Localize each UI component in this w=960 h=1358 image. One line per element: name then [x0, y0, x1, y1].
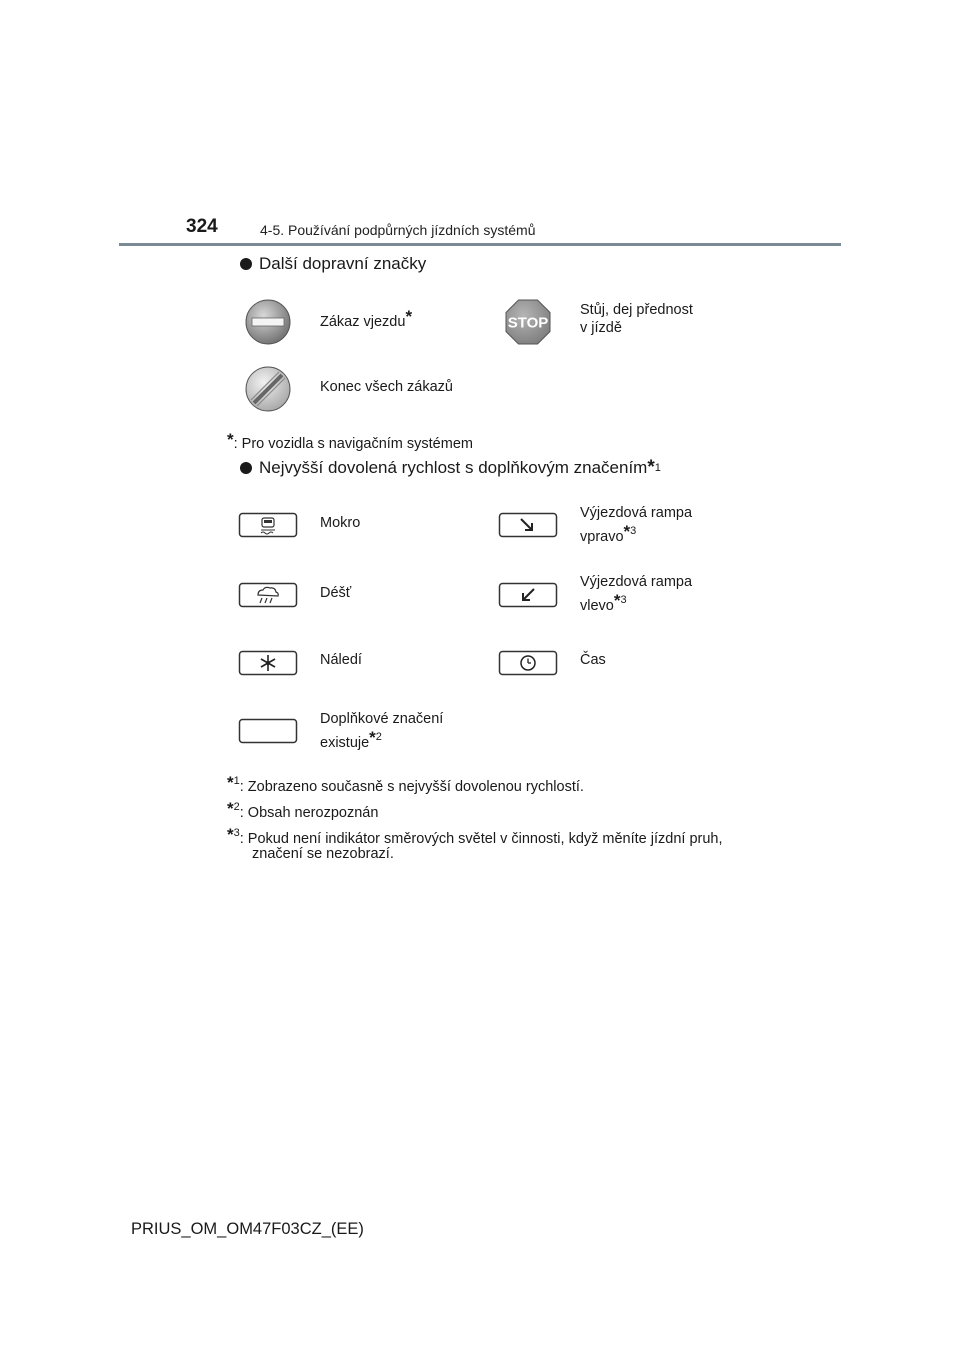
time-label: Čas	[580, 652, 606, 668]
footnote-1: *$^1$: Zobrazeno současně s nejvyšší dovolenou rychlostí.	[227, 773, 584, 795]
other-signs-heading: Další dopravní značky	[240, 254, 426, 274]
end-of-restrictions-sign-icon	[245, 366, 291, 412]
exit-ramp-right-label: Výjezdová rampa vpravo*$^3$	[580, 505, 693, 545]
snowflake-icon	[239, 651, 297, 675]
wet-road-icon	[239, 513, 297, 537]
end-of-restrictions-label: Konec všech zákazů	[320, 379, 453, 395]
bullet-icon	[240, 258, 252, 270]
footnote-3: *$^3$: Pokud není indikátor směrových světel v činnosti, když měníte jízdní pruh,	[227, 825, 723, 847]
bullet-icon	[240, 462, 252, 474]
footnote-2: *$^2$: Obsah nerozpoznán	[227, 799, 379, 821]
stop-sign-icon	[505, 299, 551, 345]
section-title: 4-5. Používání podpůrných jízdních systémů	[260, 222, 536, 238]
ice-label: Náledí	[320, 652, 362, 668]
document-code: PRIUS_OM_OM47F03CZ_(EE)	[131, 1220, 364, 1238]
exit-ramp-right-icon	[499, 513, 557, 537]
stop-label: Stůj, dej přednost v jízdě	[580, 302, 693, 336]
rain-label: Déšť	[320, 585, 352, 601]
header-rule	[119, 243, 841, 246]
navigation-note: *: Pro vozidla s navigačním systémem	[227, 430, 473, 452]
no-entry-sign-icon	[245, 299, 291, 345]
supplementary-exists-label: Doplňkové značení existuje*$^2$	[320, 711, 444, 751]
rain-icon	[239, 583, 297, 607]
page-number: 324	[186, 216, 218, 237]
speed-limit-heading: Nejvyšší dovolená rychlost s doplňkovým značením * 1	[240, 457, 661, 479]
wet-label: Mokro	[320, 515, 361, 531]
stop-sign-text: STOP	[507, 314, 549, 332]
no-entry-label: Zákaz vjezdu*	[320, 307, 413, 330]
blank-panel-icon	[239, 719, 297, 743]
clock-icon	[499, 651, 557, 675]
footnote-3-continued: značení se nezobrazí.	[252, 846, 394, 862]
exit-ramp-left-icon	[499, 583, 557, 607]
exit-ramp-left-label: Výjezdová rampa vlevo*$^3$	[580, 574, 693, 614]
